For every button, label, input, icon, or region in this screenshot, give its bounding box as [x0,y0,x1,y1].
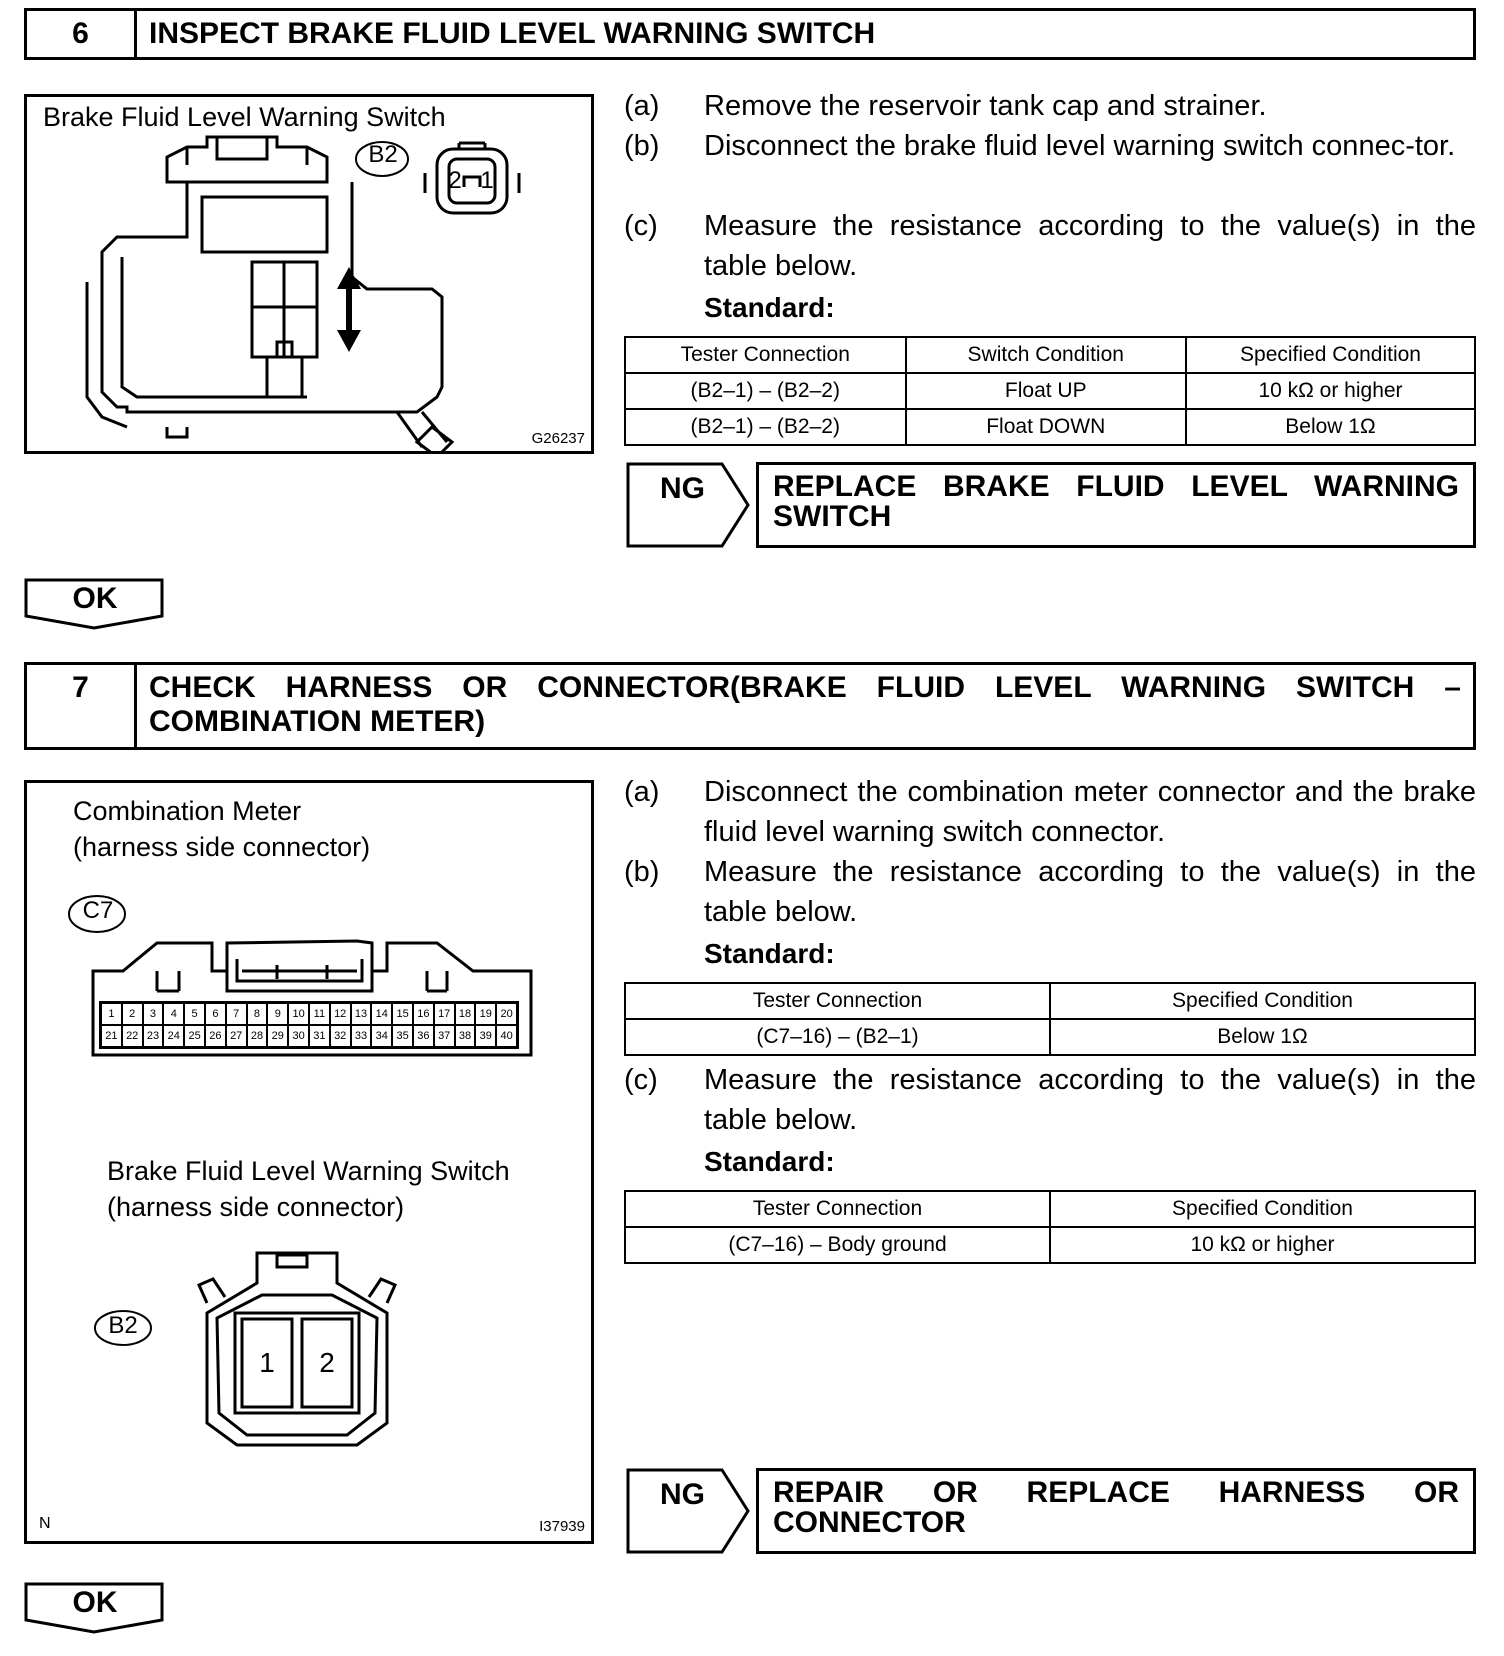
ok-label: OK [72,582,118,615]
table-cell: (B2–1) – (B2–2) [625,409,906,445]
c7-pin: 39 [475,1025,496,1047]
c7-pin: 14 [371,1003,392,1025]
step6-number: 6 [27,11,137,57]
c7-pin: 27 [226,1025,247,1047]
c7-pin: 6 [205,1003,226,1025]
figure-id: I37939 [539,1518,585,1535]
table-row [625,409,1475,445]
c7-pin: 20 [496,1003,517,1025]
connector-label-b2: B2 [368,141,398,168]
step7-title-line1: CHECK HARNESS OR CONNECTOR(BRAKE FLUID LEVEL WARNING SWITCH – [149,671,1461,704]
c7-pin: 21 [101,1025,122,1047]
c7-pin: 5 [184,1003,205,1025]
c7-pin: 38 [455,1025,476,1047]
table-cell: (C7–16) – (B2–1) [625,1019,1050,1055]
item-text: Measure the resistance according to the value(s) in the table below. [704,856,1476,928]
c7-pin: 32 [330,1025,351,1047]
ng-action-box [756,462,1476,548]
table-row [625,373,1475,409]
c7-pin: 23 [143,1025,164,1047]
item-text: Measure the resistance according to the value(s) in the table below. [704,210,1476,282]
c7-pin: 30 [288,1025,309,1047]
pin-1: 1 [480,167,494,194]
step7-figure [24,780,594,1544]
table-header-row [625,1191,1475,1227]
c7-pin: 10 [288,1003,309,1025]
ok-label: OK [72,1586,118,1619]
table-cell: 10 kΩ or higher [1050,1227,1475,1263]
pin-2: 2 [448,167,462,194]
col-header: Specified Condition [1050,983,1475,1019]
table-cell: (B2–1) – (B2–2) [625,373,906,409]
ng-action-line2: SWITCH [773,500,892,533]
item-text: Disconnect the combination meter connector and the brake fluid level warning switch connector. [704,776,1476,848]
step7-spec-table-1 [624,982,1476,1056]
table-row [625,1227,1475,1263]
step7-header [24,662,1476,750]
switch-caption-line2: (harness side connector) [107,1192,405,1222]
c7-pin: 7 [226,1003,247,1025]
c7-pin: 33 [351,1025,372,1047]
standard-label: Standard: [704,938,835,969]
item-label: (a) [624,90,660,122]
step6-figure [24,94,594,454]
col-header: Tester Connection [625,337,906,373]
c7-pin: 35 [392,1025,413,1047]
corner-mark: N [39,1515,51,1532]
c7-pin: 22 [122,1025,143,1047]
c7-pin: 19 [475,1003,496,1025]
switch-caption-line1: Brake Fluid Level Warning Switch [107,1156,510,1186]
c7-pin: 17 [434,1003,455,1025]
step7-item-b [624,852,1476,932]
step6-item-a [624,86,1476,126]
step6-title: INSPECT BRAKE FLUID LEVEL WARNING SWITCH [149,17,876,50]
c7-pin: 15 [392,1003,413,1025]
table-cell: (C7–16) – Body ground [625,1227,1050,1263]
c7-pin: 36 [413,1025,434,1047]
col-header: Switch Condition [906,337,1187,373]
step7-number: 7 [27,665,137,747]
step6-spec-table [624,336,1476,446]
c7-pin: 26 [205,1025,226,1047]
item-text: Disconnect the brake fluid level warning switch connec-tor. [704,130,1456,162]
ng-label: NG [660,1478,705,1511]
c7-pin: 3 [143,1003,164,1025]
col-header: Tester Connection [625,983,1050,1019]
c7-pin: 8 [247,1003,268,1025]
figure-id: G26237 [531,430,585,447]
table-cell: 10 kΩ or higher [1186,373,1475,409]
table-cell: Float DOWN [906,409,1187,445]
col-header: Specified Condition [1186,337,1475,373]
c7-pin: 9 [267,1003,288,1025]
table-row [625,1019,1475,1055]
ng-action-box [756,1468,1476,1554]
c7-pin-grid [99,1001,519,1049]
item-text: Remove the reservoir tank cap and strainer. [704,90,1267,122]
c7-pin: 28 [247,1025,268,1047]
ng-label: NG [660,472,705,505]
table-cell: Below 1Ω [1050,1019,1475,1055]
c7-pin: 1 [101,1003,122,1025]
c7-pin: 24 [163,1025,184,1047]
table-cell: Float UP [906,373,1187,409]
table-header-row [625,337,1475,373]
c7-pin: 31 [309,1025,330,1047]
c7-pin: 25 [184,1025,205,1047]
step7-title [137,665,1473,747]
c7-pin: 4 [163,1003,184,1025]
step7-item-c [624,1060,1476,1140]
col-header: Tester Connection [625,1191,1050,1227]
c7-pin: 16 [413,1003,434,1025]
c7-pin: 11 [309,1003,330,1025]
c7-pin: 40 [496,1025,517,1047]
meter-caption-line2: (harness side connector) [73,832,371,862]
meter-caption-line1: Combination Meter [73,796,302,826]
ng-action-line1: REPLACE BRAKE FLUID LEVEL WARNING [773,470,1459,503]
item-label: (c) [624,1064,658,1096]
step7-item-a [624,772,1476,852]
brake-fluid-switch-drawing [27,97,591,451]
figure-caption: Brake Fluid Level Warning Switch [43,102,446,132]
table-header-row [625,983,1475,1019]
standard-label: Standard: [704,1146,835,1177]
step7-spec-table-2 [624,1190,1476,1264]
step6-item-b [624,126,1476,166]
standard-label: Standard: [704,292,835,323]
switch-pin-2: 2 [319,1347,335,1378]
col-header: Specified Condition [1050,1191,1475,1227]
item-label: (b) [624,856,660,888]
c7-pin: 37 [434,1025,455,1047]
c7-pin: 29 [267,1025,288,1047]
switch-pin-1: 1 [259,1347,275,1378]
c7-pin: 12 [330,1003,351,1025]
table-cell: Below 1Ω [1186,409,1475,445]
step7-title-line2: COMBINATION METER) [149,705,486,738]
c7-pin: 13 [351,1003,372,1025]
item-label: (b) [624,130,660,162]
ng-action-line1: REPAIR OR REPLACE HARNESS OR [773,1476,1459,1509]
meter-connector-label: C7 [82,897,114,924]
item-text: Measure the resistance according to the value(s) in the table below. [704,1064,1476,1136]
step6-item-c [624,206,1476,286]
item-label: (a) [624,776,660,808]
item-label: (c) [624,210,658,242]
switch-connector-label: B2 [108,1312,138,1339]
ng-action-line2: CONNECTOR [773,1506,966,1539]
c7-pin: 2 [122,1003,143,1025]
c7-pin: 34 [371,1025,392,1047]
step6-header [24,8,1476,60]
c7-pin: 18 [455,1003,476,1025]
